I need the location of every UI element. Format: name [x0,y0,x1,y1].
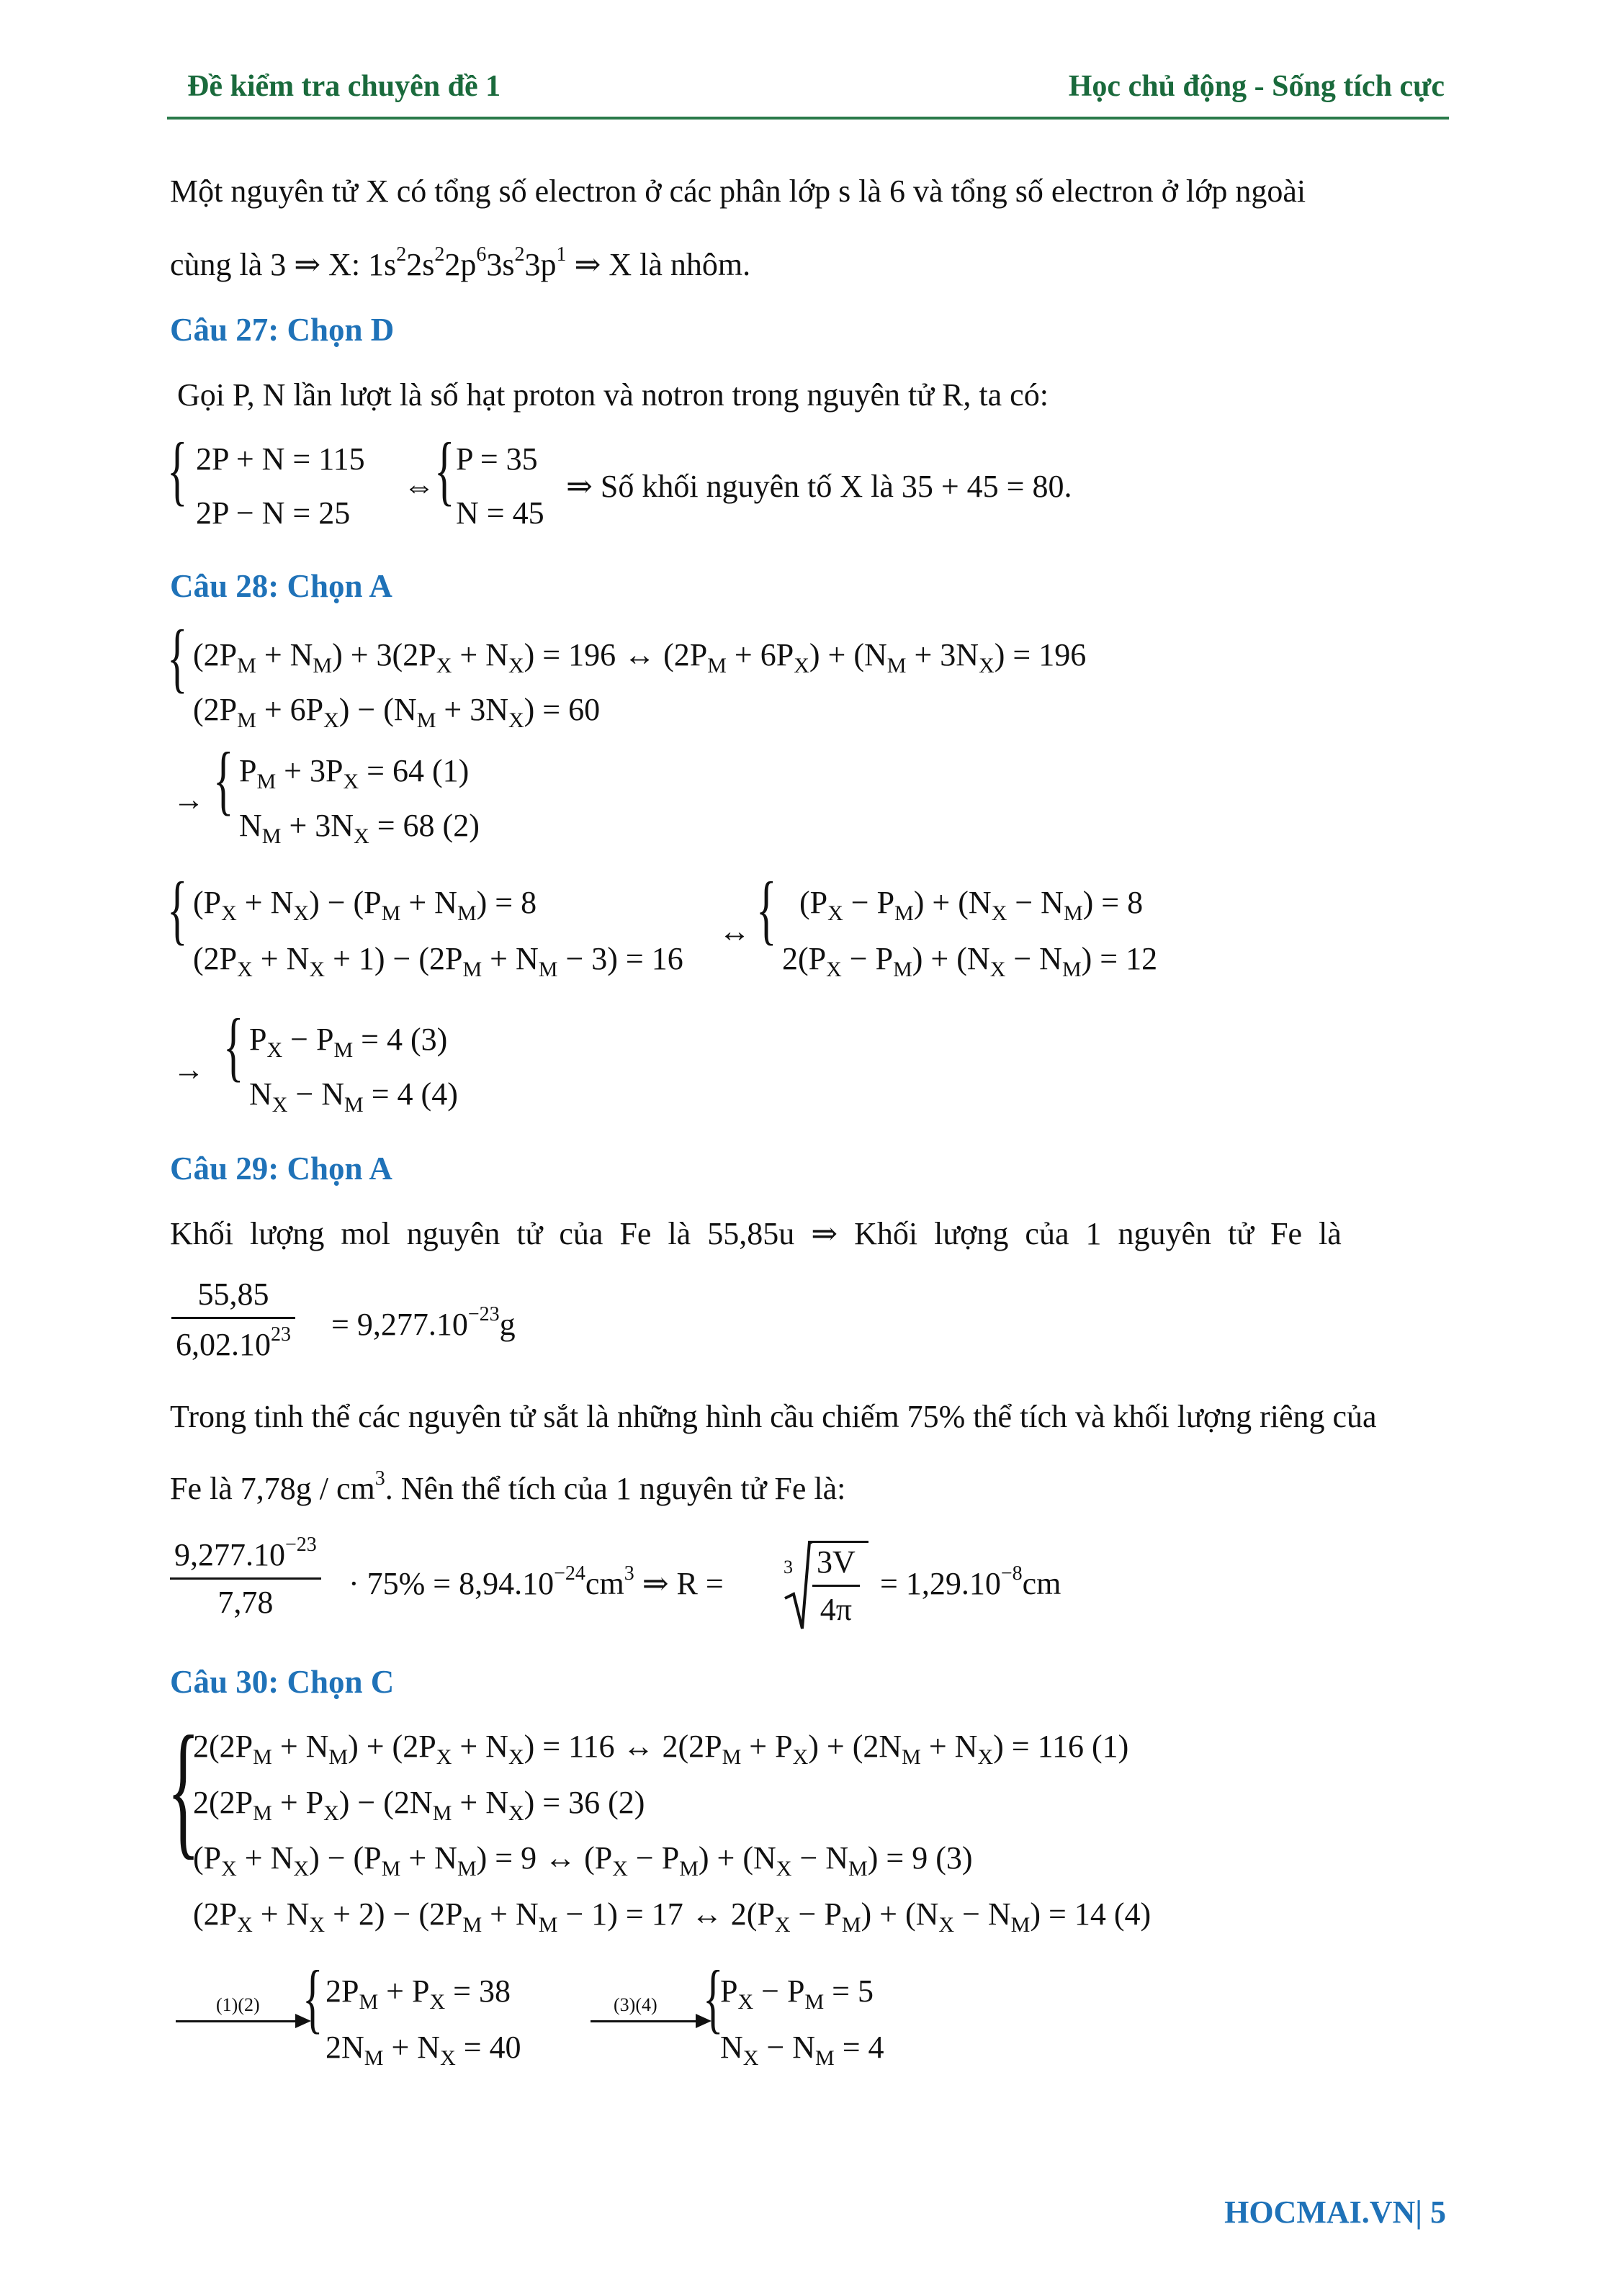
q27-iff: ⇔ [403,469,435,504]
q28-sys2-line1: $P_M + 3P_X = 64$ (1) [239,753,470,793]
intro-line-1: Một nguyên tử X có tổng số electron ở các phân lớp s là 6 và tổng số electron ở lớp ngoài [170,174,1306,209]
q27-res2: N = 45 [456,495,544,531]
q30-arrow-2 [591,2020,699,2022]
q28-sys4-brace: { [223,1004,244,1089]
q28-sys3-right-line1: $(P_X - P_M) + (N_X - N_M) = 8$ [799,885,1144,925]
q30-result-2-line-2: $N_X - N_M = 4$ [720,2030,884,2070]
question-30-heading: Câu 30: Chọn C [170,1664,395,1700]
q29-fraction-2: $9,277.10^{-23}$ 7,78 [170,1534,321,1621]
q29-root-fraction: 3V 4π [812,1544,860,1628]
q27-right-brace: { [434,428,455,513]
q30-result-2-line-1: $P_X - P_M = 5$ [720,1973,874,2014]
q28-sys3-right-line2: $2(P_X - P_M) + (N_X - N_M) = 12$ [782,941,1158,981]
q28-arrow-1: → [173,782,205,817]
q28-sys3-right-brace: { [756,867,777,953]
header-right-slogan: Học chủ động - Sống tích cực [1068,70,1445,103]
q30-result-1-brace: { [302,1955,323,2041]
q27-conclusion: ⇒ Số khối nguyên tố X là 35 + 45 = 80. [566,469,1072,504]
q29-fraction-1-result: = $9,277.10^{-23}g$ [331,1303,516,1342]
q28-sys1-line2: $(2P_M + 6P_X) - (N_M + 3N_X) = 60$ [193,692,601,732]
question-27-heading: Câu 27: Chọn D [170,312,395,348]
q27-eq2: 2P − N = 25 [196,495,351,531]
q28-sys1-line1: $(2P_M + N_M) + 3(2P_X + N_X) = 196$ ↔ $(2P_M + 6P_X) + (N_M + 3N_X) = 196$ [193,637,1087,677]
q28-sys3-line1: $(P_X + N_X) - (P_M + N_M) = 8$ [193,885,537,925]
q30-arrow-2-label: (3)(4) [614,1994,657,2015]
q28-sys3-brace: { [167,867,188,953]
q30-result-1-line-1: $2P_M + P_X = 38$ [326,1973,511,2014]
q30-line-4: $(2P_X + N_X + 2) - (2P_M + N_M - 1) = 17$ ↔ $2(P_X - P_M) + (N_X - N_M) = 14$ (4) [193,1896,1152,1937]
q27-res1: P = 35 [456,441,538,477]
q28-arrow-2: → [173,1052,205,1087]
q28-sys1-brace: { [167,615,188,701]
header-left-title: Đề kiểm tra chuyên đề 1 [187,70,501,103]
q30-result-2-brace: { [703,1955,724,2041]
q30-result-1-line-2: $2N_M + N_X = 40$ [326,2030,521,2070]
q28-sys3-line2: $(2P_X + N_X + 1) - (2P_M + N_M - 3) = 16$ [193,941,683,981]
q27-left-brace: { [167,428,188,513]
q30-line-3: $(P_X + N_X) - (P_M + N_M) = 9$ ↔ $(P_X - P_M) + (N_X - N_M) = 9$ (3) [193,1840,973,1881]
q30-line-2: $2(2P_M + P_X) - (2N_M + N_X) = 36$ (2) [193,1785,645,1825]
q30-arrow-1 [176,2020,298,2022]
q27-eq1: 2P + N = 115 [196,441,365,477]
question-29-heading: Câu 29: Chọn A [170,1151,392,1187]
q28-sys2-line2: $N_M + 3N_X = 68$ (2) [239,808,480,848]
header-divider [167,117,1449,120]
question-27-text: Gọi P, N lần lượt là số hạt proton và notron trong nguyên tử R, ta có: [177,377,1049,413]
footer-page-number: HOCMAI.VN| 5 [1224,2194,1446,2230]
q29-line-2: Trong tinh thể các nguyên tử sắt là những hình cầu chiếm 75% thể tích và khối lượng riêng của [170,1399,1377,1434]
q28-sys4-line1: $P_X - P_M = 4$ (3) [249,1022,448,1062]
radical-sign-icon [784,1541,812,1634]
q29-radius-result: = $1,29.10^{-8}cm$ [880,1562,1061,1601]
q30-line-1: $2(2P_M + N_M) + (2P_X + N_X) = 116$ ↔ $2(2P_M + P_X) + (2N_M + N_X) = 116$ (1) [193,1729,1129,1769]
q29-line-3: Fe là $7,78g / cm^3$. Nên thể tích của 1 nguyên tử Fe là: [170,1467,846,1506]
q30-system-brace: { [167,1706,200,1873]
q29-root-index: 3 [784,1557,793,1577]
q29-line-1: Khối lượng mol nguyên tử của Fe là 55,85u ⇒ Khối lượng của 1 nguyên tử Fe là [170,1216,1342,1251]
q28-sys4-line2: $N_X - N_M = 4$ (4) [249,1076,458,1117]
q29-volume-result: · $75\% = 8,94.10^{-24}cm^3$ ⇒ R = [349,1562,724,1601]
radical-overbar [812,1541,868,1543]
q28-sys2-brace: { [213,737,234,823]
question-28-heading: Câu 28: Chọn A [170,568,392,604]
q30-arrow-1-label: (1)(2) [216,1994,260,2015]
q29-fraction-1: 55,85 6,02.10$^{23}$ [171,1276,295,1363]
intro-line-2: cùng là 3 ⇒ X: $1s^22s^22p^63s^23p^1$ ⇒ X là nhôm. [170,243,751,282]
q28-sys3-iff: ↔ [719,914,750,949]
